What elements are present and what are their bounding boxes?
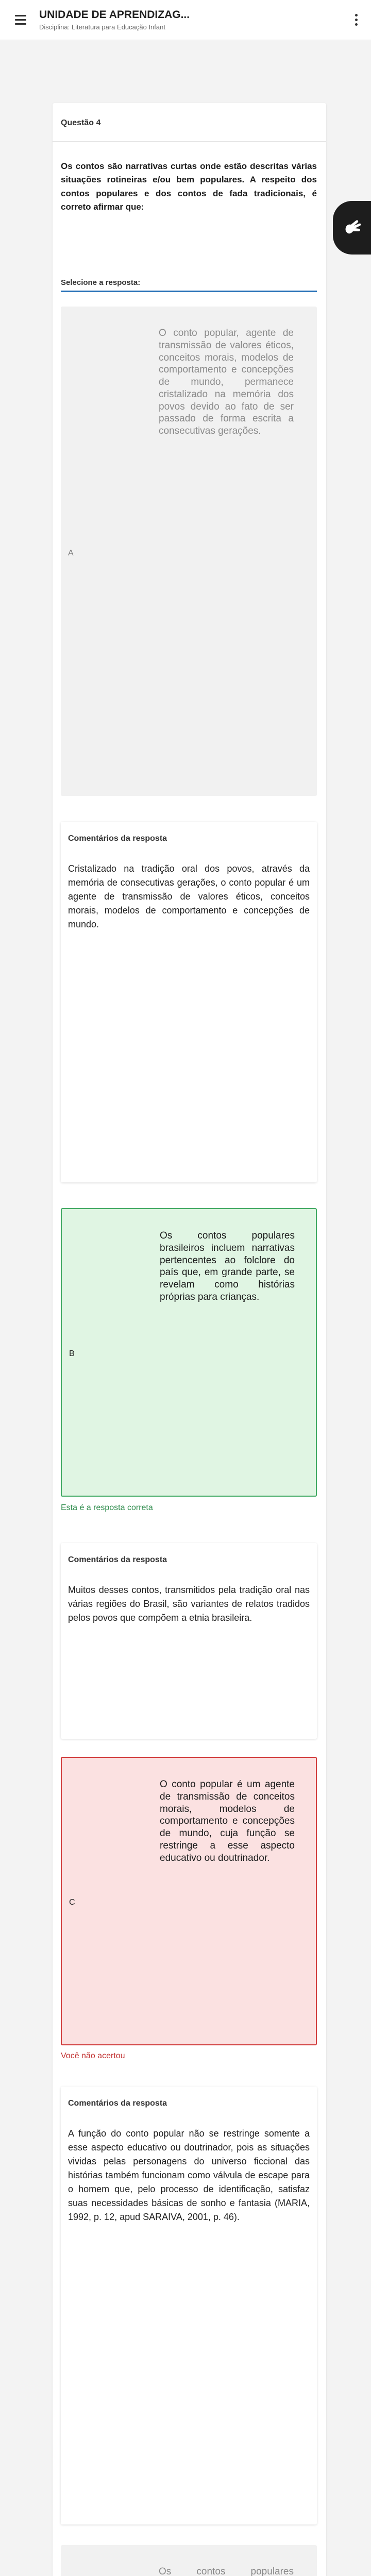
option-text: O conto popular é um agente de transmissão de conceitos morais, modelos de comportamento e concepções de mundo, cuja função se restringe a esse aspecto educativo ou doutrinador. xyxy=(160,1779,295,1863)
more-options-icon[interactable] xyxy=(348,9,364,31)
unit-title: UNIDADE DE APRENDIZAG... xyxy=(39,9,190,21)
comment-title: Comentários da resposta xyxy=(68,1555,167,1564)
course-subtitle: Disciplina: Literatura para Educação Infant xyxy=(39,23,165,31)
option-b[interactable] xyxy=(61,1208,317,1497)
header-text xyxy=(32,9,348,31)
option-letter: A xyxy=(68,549,74,557)
option-a[interactable] xyxy=(61,307,317,796)
sign-language-icon xyxy=(341,215,363,240)
question-text: Os contos são narrativas curtas onde estão descritas várias situações rotineiras e/ou bem populares. A respeito dos contos populares e dos contos de fada tradicionais, é correto afirmar que: xyxy=(61,161,317,212)
option-text: Os contos populares xyxy=(159,2566,294,2576)
comment-title: Comentários da resposta xyxy=(68,2099,167,2108)
comment-text: A função do conto popular não se restringe somente a esse aspecto educativo ou doutrinador, pois as situações vividas pelas personagens do universo ficcional das histórias também funcionam como válvula de escape para o homem que, pelo processo de identificação, satisfaz suas necessidades básicas de sonho e fantasia (MARIA, 1992, p. 12, apud SARAIVA, 2001, p. 46). xyxy=(68,2128,310,2222)
comment-text: Muitos desses contos, transmitidos pela tradição oral nas várias regiões do Brasil, são variantes de relatos tradidos pelos povos que compõem a etnia brasileira. xyxy=(68,1585,310,1623)
answer-comment xyxy=(61,822,317,1182)
option-c[interactable] xyxy=(61,1757,317,2045)
question-card xyxy=(53,103,326,2576)
correct-answer-status: Esta é a resposta correta xyxy=(61,1503,153,1512)
option-letter: C xyxy=(69,1898,75,1907)
accessibility-icon[interactable] xyxy=(333,201,371,255)
select-answer-label: Selecione a resposta: xyxy=(61,278,141,287)
comment-text: Cristalizado na tradição oral dos povos, através da memória de consecutivas gerações, o conto popular é um agente de transmissão de valores éticos, conceitos morais, modelos de comportamento e concepções de mundo. xyxy=(68,863,310,929)
option-letter: B xyxy=(69,1349,75,1358)
question-number: Questão 4 xyxy=(61,118,101,127)
answer-comment xyxy=(61,2087,317,2524)
option-text: Os contos populares brasileiros incluem narrativas pertencentes ao folclore do país que, em grande parte, se revelam como histórias próprias para crianças. xyxy=(160,1230,295,1302)
option-text: O conto popular, agente de transmissão de valores éticos, conceitos morais, modelos de comportamento e concepções de mundo, permanece cristalizado na memória dos povos devido ao fato de ser passado de forma escrita a consecutivas gerações. xyxy=(159,328,294,436)
accent-bar xyxy=(61,291,317,292)
option-d[interactable] xyxy=(61,2545,317,2576)
answer-comment xyxy=(61,1543,317,1739)
divider xyxy=(53,141,326,142)
hamburger-menu-icon[interactable] xyxy=(9,9,32,31)
app-header xyxy=(0,0,371,40)
comment-title: Comentários da resposta xyxy=(68,834,167,843)
wrong-answer-status: Você não acertou xyxy=(61,2052,125,2060)
